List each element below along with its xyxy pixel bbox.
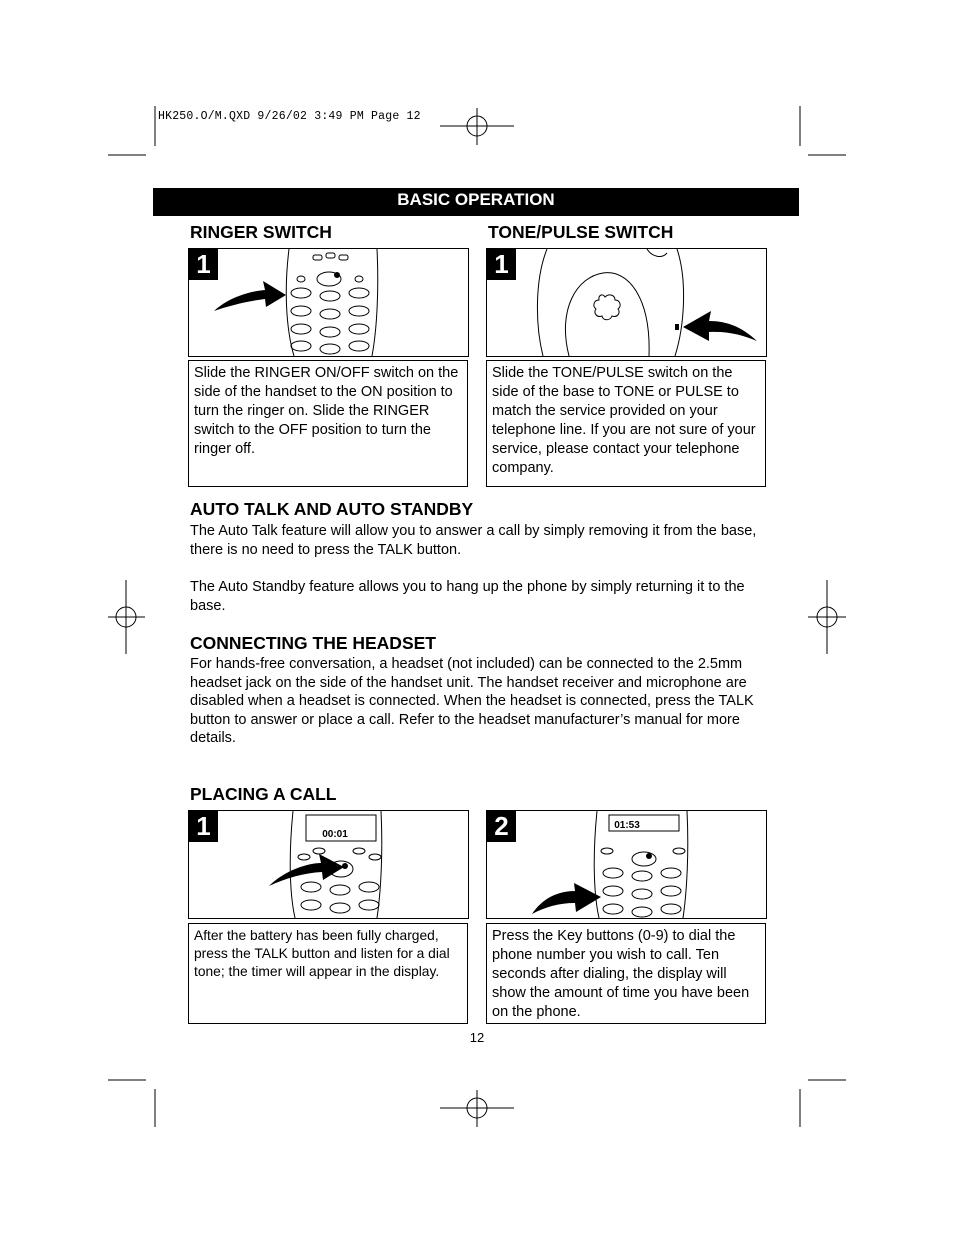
arrow-icon	[214, 281, 286, 311]
handset-illustration	[487, 811, 766, 918]
ringer-figure	[188, 248, 469, 357]
base-illustration	[487, 249, 766, 356]
display-readout: 00:01	[322, 829, 348, 840]
ringer-heading: RINGER SWITCH	[190, 222, 332, 242]
placing-caption-2: Press the Key buttons (0-9) to dial the phone number you wish to call. Ten seconds after dialing, the display will show the amount of time you have been on the phone.	[486, 923, 766, 1024]
arrow-icon	[683, 311, 757, 341]
section-banner: BASIC OPERATION	[153, 188, 799, 216]
auto-heading: AUTO TALK AND AUTO STANDBY	[190, 499, 474, 519]
headset-paragraph: For hands-free conversation, a headset (not included) can be connected to the 2.5mm headset jack on the side of the handset unit. The handset receiver and microphone are disabled when a headset is connected. When the headset is connected, press the TALK button to answer or place a call. Refer to the headset manufacturer’s manual for more details.	[190, 656, 754, 746]
step-number: 2	[487, 811, 516, 842]
tone-caption: Slide the TONE/PULSE switch on the side of the base to TONE or PULSE to match the service provided on your telephone line. If you are not sure of your service, please contact your telephone company.	[486, 360, 766, 487]
step-number: 1	[189, 249, 218, 280]
arrow-icon	[532, 883, 601, 914]
handset-illustration	[189, 249, 468, 356]
step-number: 1	[189, 811, 218, 842]
placing-figure-2	[486, 810, 767, 919]
auto-paragraph-2: The Auto Standby feature allows you to hang up the phone by simply returning it to the base.	[190, 579, 745, 614]
step-number: 1	[487, 249, 516, 280]
handset-illustration	[189, 811, 468, 918]
placing-figure-1	[188, 810, 469, 919]
placing-caption-1: After the battery has been fully charged, press the TALK button and listen for a dial tone; the timer will appear in the display.	[188, 923, 468, 1024]
headset-heading: CONNECTING THE HEADSET	[190, 633, 436, 653]
ringer-caption: Slide the RINGER ON/OFF switch on the side of the handset to the ON position to turn the ringer on. Slide the RINGER switch to the OFF position to turn the ringer off.	[188, 360, 468, 487]
tone-figure	[486, 248, 767, 357]
auto-paragraph-1: The Auto Talk feature will allow you to answer a call by simply removing it from the base, there is no need to press the TALK button.	[190, 523, 757, 558]
display-readout: 01:53	[614, 820, 640, 831]
page-number: 12	[469, 1030, 485, 1045]
arrow-icon	[269, 854, 344, 886]
file-slug: HK250.O/M.QXD 9/26/02 3:49 PM Page 12	[158, 110, 421, 123]
placing-heading: PLACING A CALL	[190, 784, 337, 804]
tone-heading: TONE/PULSE SWITCH	[488, 222, 674, 242]
